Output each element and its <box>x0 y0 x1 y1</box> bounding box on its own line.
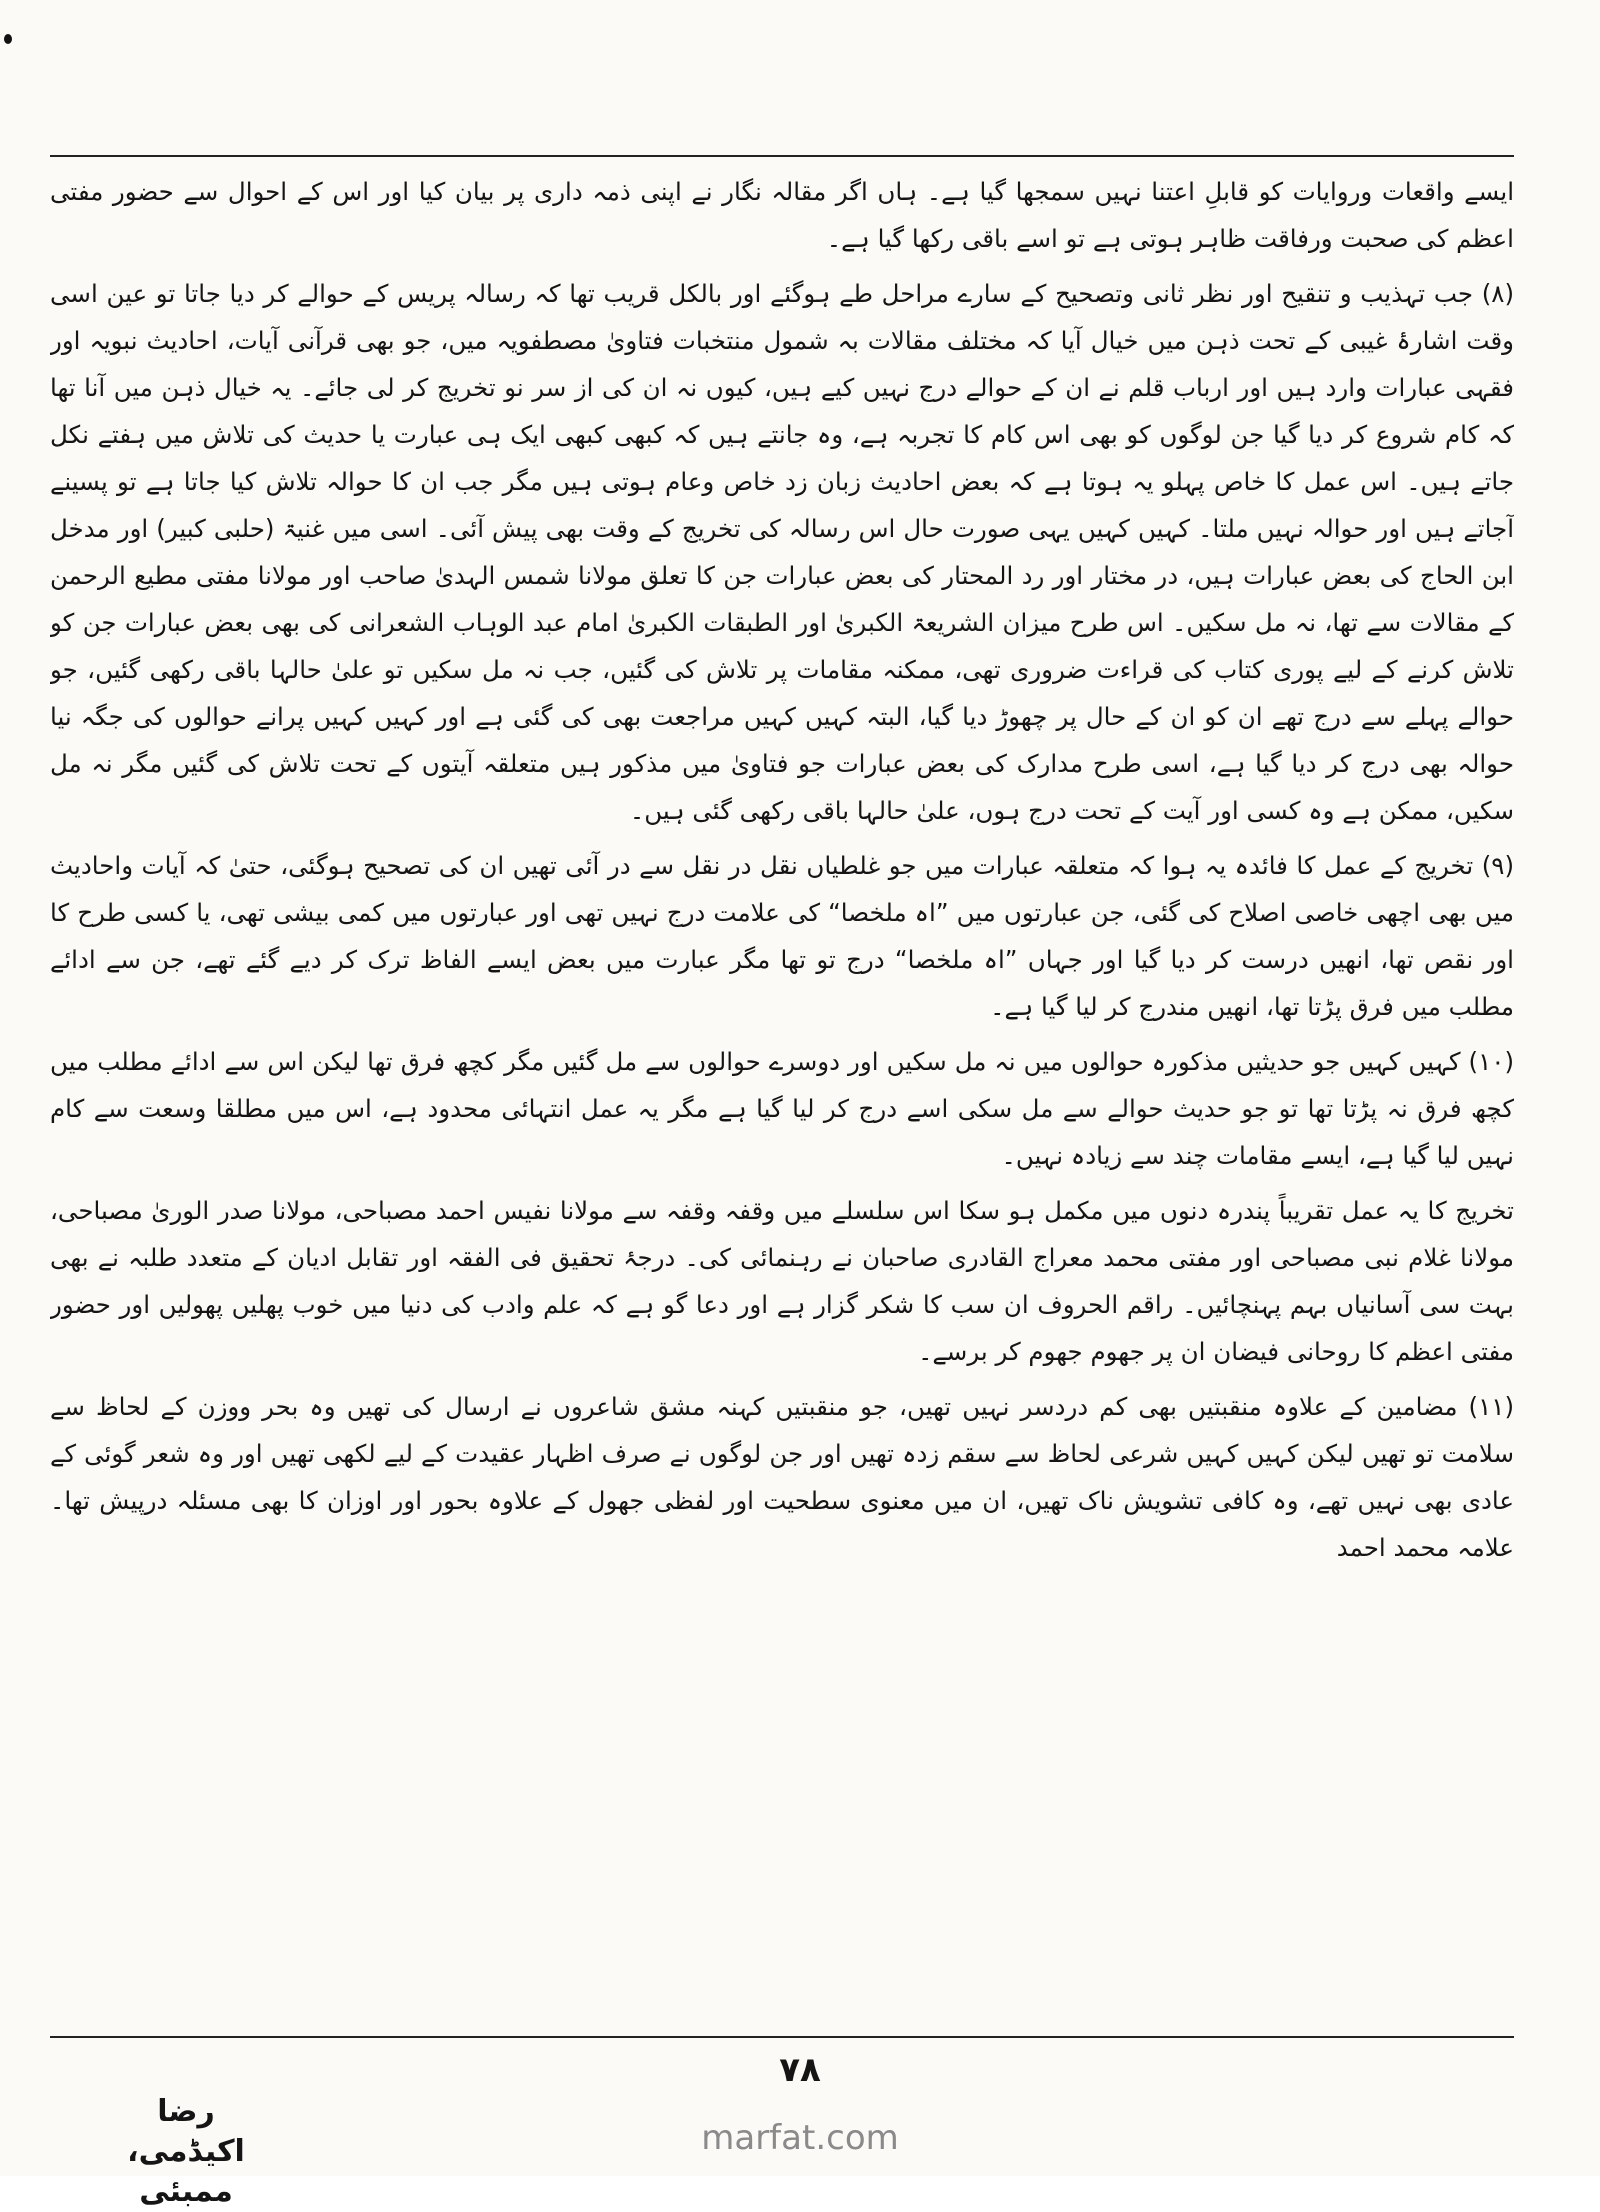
paragraph-takhrij: تخریج کا یہ عمل تقریباً پندرہ دنوں میں مکمل ہو سکا اس سلسلے میں وقفہ وقفہ سے مولانا نفیس احمد مصباحی، مولانا صدر الوریٰ مصباحی، مولانا غلام نبی مصباحی اور مفتی محمد معراج القادری صاحبان نے رہنمائی کی۔ درجۂ تحقیق فی الفقہ اور تقابل ادیان کے متعدد طلبہ نے بھی بہت سی آسانیاں بہم پہنچائیں۔ راقم الحروف ان سب کا شکر گزار ہے اور دعا گو ہے کہ علم وادب کی دنیا میں خوب پھلیں پھولیں اور حضور مفتی اعظم کا روحانی فیضان ان پر جھوم جھوم کر برسے۔ <box>50 1196 1514 1366</box>
page-number: ۷۸ <box>779 2050 821 2090</box>
watermark: marfat.com <box>701 2118 899 2158</box>
scan-speck <box>4 34 12 44</box>
paragraph-intro: ایسے واقعات وروایات کو قابلِ اعتنا نہیں سمجھا گیا ہے۔ ہاں اگر مقالہ نگار نے اپنی ذمہ داری پر بیان کیا اور اس کے احوال سے حضور مفتی اعظم کی صحبت ورفاقت ظاہر ہوتی ہے تو اسے باقی رکھا گیا ہے۔ <box>50 177 1514 253</box>
paragraph-9: (۹) تخریج کے عمل کا فائدہ یہ ہوا کہ متعلقہ عبارات میں جو غلطیاں نقل در نقل سے در آئی تھیں ان کی تصحیح ہوگئی، حتیٰ کہ آیات واحادیث میں بھی اچھی خاصی اصلاح کی گئی، جن عبارتوں میں ”اہ ملخصا“ کی علامت درج نہیں تھی اور عبارتوں میں کمی بیشی تھی، یا کسی طرح کا اور نقص تھا، انھیں درست کر دیا گیا اور جہاں ”اہ ملخصا“ درج تو تھا مگر عبارت میں بعض ایسے الفاظ ترک کر دیے گئے تھے، جن سے ادائے مطلب میں فرق پڑتا تھا، انھیں مندرج کر لیا گیا ہے۔ <box>50 851 1514 1021</box>
paragraph-11: (۱۱) مضامین کے علاوہ منقبتیں بھی کم دردسر نہیں تھیں، جو منقبتیں کہنہ مشق شاعروں نے ارسال کی تھیں وہ بحر ووزن کے لحاظ سے سلامت تو تھیں لیکن کہیں کہیں شرعی لحاظ سے سقم زدہ تھیں اور جن لوگوں نے صرف اظہار عقیدت کے لیے لکھی تھیں اور وہ شعر گوئی کے عادی بھی نہیں تھے، وہ کافی تشویش ناک تھیں، ان میں معنوی سطحیت اور لفظی جھول کے علاوہ بحور اور اوزان کا بھی مسئلہ درپیش تھا۔ علامہ محمد احمد <box>50 1392 1514 1562</box>
top-rule <box>50 155 1514 157</box>
bottom-rule <box>50 2036 1514 2038</box>
publisher-footer: رضا اکیڈمی، ممبئی <box>127 2094 245 2209</box>
body-text <box>50 168 1514 2026</box>
paragraph-10: (۱۰) کہیں کہیں جو حدیثیں مذکورہ حوالوں میں نہ مل سکیں اور دوسرے حوالوں سے مل گئیں مگر کچھ فرق تھا لیکن اس سے ادائے مطلب میں کچھ فرق نہ پڑتا تھا تو جو حدیث حوالے سے مل سکی اسے درج کر لیا گیا ہے مگر یہ عمل انتہائی محدود ہے، اس میں مطلقا وسعت سے کام نہیں لیا گیا ہے، ایسے مقامات چند سے زیادہ نہیں۔ <box>50 1047 1514 1170</box>
paragraph-8: (۸) جب تہذیب و تنقیح اور نظر ثانی وتصحیح کے سارے مراحل طے ہوگئے اور بالکل قریب تھا کہ رسالہ پریس کے حوالے کر دیا جاتا تو عین اسی وقت اشارۂ غیبی کے تحت ذہن میں خیال آیا کہ مختلف مقالات بہ شمول منتخبات فتاویٰ مصطفویہ میں، جو بھی قرآنی آیات، احادیث نبویہ اور فقہی عبارات وارد ہیں اور ارباب قلم نے ان کے حوالے درج نہیں کیے ہیں، کیوں نہ ان کی از سر نو تخریج کر لی جائے۔ یہ خیال ذہن میں آنا تھا کہ کام شروع کر دیا گیا جن لوگوں کو بھی اس کام کا تجربہ ہے، وہ جانتے ہیں کہ کبھی کبھی ایک ہی عبارت یا حدیث کی تلاش میں ہفتے نکل جاتے ہیں۔ اس عمل کا خاص پہلو یہ ہوتا ہے کہ بعض احادیث زبان زد خاص وعام ہوتی ہیں مگر جب ان کا حوالہ تلاش کیا جاتا ہے تو پسینے آجاتے ہیں اور حوالہ نہیں ملتا۔ کہیں کہیں یہی صورت حال اس رسالہ کی تخریج کے وقت بھی پیش آئی۔ اسی میں غنیۃ (حلبی کبیر) اور مدخل ابن الحاج کی بعض عبارات ہیں، در مختار اور رد المحتار کی بعض عبارات جن کا تعلق مولانا شمس الہدیٰ صاحب اور مولانا مفتی مطیع الرحمن کے مقالات سے تھا، نہ مل سکیں۔ اس طرح میزان الشریعۃ الکبریٰ اور الطبقات الکبریٰ امام عبد الوہاب الشعرانی کی بھی بعض عبارات جن کو تلاش کرنے کے لیے پوری کتاب کی قراءت ضروری تھی، ممکنہ مقامات پر تلاش کی گئیں، جب نہ مل سکیں تو علیٰ حالہا باقی رکھی گئیں، جو حوالے پہلے سے درج تھے ان کو ان کے حال پر چھوڑ دیا گیا، البتہ کہیں کہیں مراجعت بھی کی گئی ہے اور کہیں کہیں پرانے حوالوں کی جگہ نیا حوالہ بھی درج کر دیا گیا ہے، اسی طرح مدارک کی بعض عبارات جو فتاویٰ میں مذکور ہیں متعلقہ آیتوں کے تحت تلاش کی گئیں مگر نہ مل سکیں، ممکن ہے وہ کسی اور آیت کے تحت درج ہوں، علیٰ حالہا باقی رکھی گئی ہیں۔ <box>50 279 1514 825</box>
